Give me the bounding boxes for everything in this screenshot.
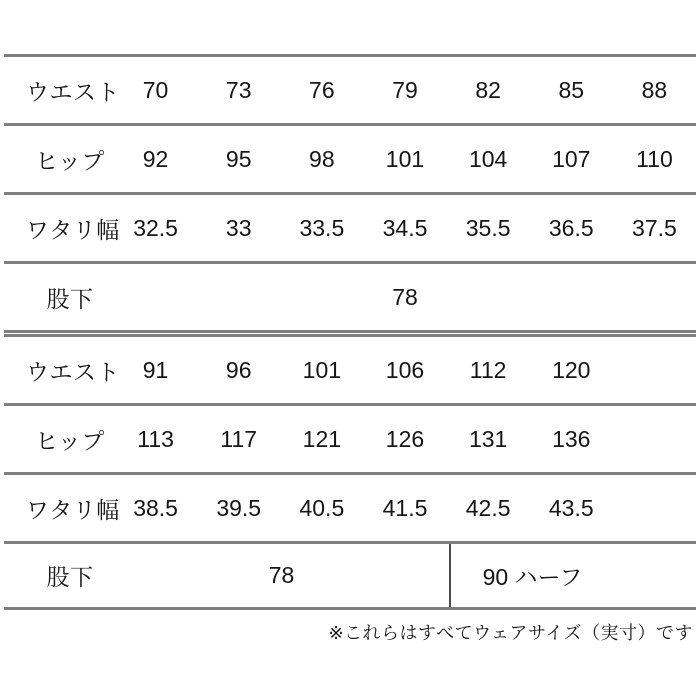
row-hip-2: [4, 406, 696, 475]
row-label-thigh-width: ワタリ幅: [26, 216, 120, 243]
thigh-width-value: 35.5: [465, 214, 511, 241]
hip-value: 121: [302, 425, 342, 452]
row-waist-2: [4, 337, 696, 406]
hip-value: 126: [385, 425, 425, 452]
footnote: ※これらはすべてウェアサイズ（実寸）です: [328, 623, 693, 643]
thigh-width-value: 42.5: [465, 494, 511, 521]
row-label-hip: ヒップ: [35, 147, 105, 174]
hip-value: 101: [385, 145, 425, 172]
waist-value: 85: [558, 76, 585, 103]
hip-value: 110: [636, 145, 673, 172]
inseam-value-half: 90 ハーフ: [449, 544, 696, 607]
thigh-width-value: 37.5: [632, 214, 677, 241]
row-label-inseam: 股下: [46, 285, 94, 312]
hip-value: 107: [552, 145, 591, 172]
thigh-width-value: 33: [225, 214, 252, 241]
thigh-width-value: 36.5: [548, 214, 594, 241]
row-label-waist: ウエスト: [26, 78, 120, 105]
hip-value: 92: [142, 145, 169, 172]
inseam-value-left: 78: [268, 562, 295, 588]
waist-value: 91: [142, 356, 169, 383]
row-label-waist: ウエスト: [26, 358, 120, 385]
row-hip-1: [4, 126, 696, 195]
hip-value: 136: [552, 425, 591, 452]
waist-value: 79: [392, 76, 418, 103]
waist-value: 101: [302, 356, 342, 383]
waist-value: 106: [385, 356, 425, 383]
size-table: [4, 54, 696, 610]
thigh-width-value: 43.5: [548, 494, 594, 521]
hip-value: 104: [468, 145, 508, 172]
hip-value: 113: [137, 425, 174, 452]
hip-value: 95: [225, 145, 252, 172]
waist-value: 120: [552, 356, 591, 383]
waist-value: 82: [475, 76, 501, 103]
inseam-value: 78: [392, 283, 418, 310]
row-label-hip: ヒップ: [35, 427, 105, 454]
thigh-width-value: 34.5: [382, 214, 428, 241]
thigh-width-value: 41.5: [382, 494, 428, 521]
row-thigh-width-1: [4, 195, 696, 264]
row-thigh-width-2: [4, 475, 696, 544]
thigh-width-value: 38.5: [133, 494, 178, 521]
row-inseam-2: [4, 544, 696, 610]
row-waist-1: [4, 57, 696, 126]
waist-value: 70: [142, 76, 169, 103]
waist-value: 112: [469, 356, 507, 383]
thigh-width-value: 33.5: [299, 214, 345, 241]
waist-value: 76: [309, 76, 335, 103]
hip-value: 117: [220, 425, 258, 452]
row-label-thigh-width: ワタリ幅: [26, 496, 120, 523]
thigh-width-value: 40.5: [299, 494, 345, 521]
hip-value: 131: [468, 425, 508, 452]
row-inseam-1: [4, 264, 696, 333]
hip-value: 98: [309, 145, 335, 172]
waist-value: 96: [225, 356, 252, 383]
row-label-inseam: 股下: [46, 564, 94, 590]
thigh-width-value: 39.5: [216, 494, 262, 521]
thigh-width-value: 32.5: [133, 214, 178, 241]
waist-value: 88: [641, 76, 668, 103]
waist-value: 73: [225, 76, 252, 103]
